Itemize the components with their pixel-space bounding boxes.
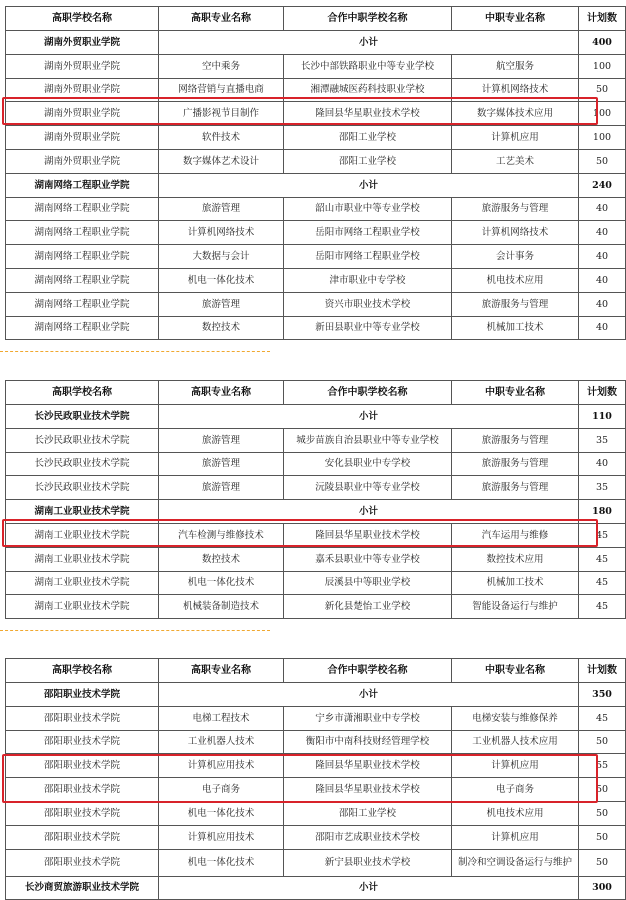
table-section-2 [5, 380, 617, 619]
table-row [6, 706, 626, 730]
partner-school-cell: 邵阳工业学校 [284, 149, 452, 173]
partner-school-cell: 邵阳市艺成职业技术学校 [284, 825, 452, 849]
column-header: 合作中职学校名称 [284, 381, 452, 405]
column-header: 中职专业名称 [452, 381, 579, 405]
table-header-row [6, 659, 626, 683]
major-name-cell: 汽车检测与维修技术 [159, 523, 284, 547]
subtotal-label-cell: 小计 [159, 31, 579, 55]
plan-count-cell: 110 [579, 405, 626, 429]
partner-school-cell: 沅陵县职业中等专业学校 [284, 476, 452, 500]
major-name-cell: 数控技术 [159, 547, 284, 571]
school-name-cell: 湖南工业职业技术学院 [6, 523, 159, 547]
partner-school-cell: 城步苗族自治县职业中等专业学校 [284, 428, 452, 452]
table-row [6, 245, 626, 269]
school-name-cell: 邵阳职业技术学院 [6, 683, 159, 707]
partner-major-cell: 旅游服务与管理 [452, 452, 579, 476]
plan-count-cell: 180 [579, 500, 626, 524]
partner-major-cell: 机电技术应用 [452, 801, 579, 825]
school-name-cell: 湖南工业职业技术学院 [6, 571, 159, 595]
plan-count-cell: 350 [579, 683, 626, 707]
table-row [6, 452, 626, 476]
plan-count-cell: 45 [579, 595, 626, 619]
plan-count-cell: 50 [579, 801, 626, 825]
plan-count-cell: 45 [579, 571, 626, 595]
plan-count-cell: 40 [579, 197, 626, 221]
school-name-cell: 邵阳职业技术学院 [6, 730, 159, 754]
plan-count-cell: 55 [579, 754, 626, 778]
partner-major-cell: 机械加工技术 [452, 316, 579, 340]
column-header: 合作中职学校名称 [284, 659, 452, 683]
subtotal-label-cell: 小计 [159, 405, 579, 429]
table-row [6, 316, 626, 340]
column-header: 高职专业名称 [159, 381, 284, 405]
column-header: 中职专业名称 [452, 7, 579, 31]
school-name-cell: 长沙民政职业技术学院 [6, 405, 159, 429]
partner-school-cell: 安化县职业中专学校 [284, 452, 452, 476]
table-row [6, 221, 626, 245]
table-row [6, 102, 626, 126]
major-name-cell: 空中乘务 [159, 54, 284, 78]
subtotal-label-cell: 小计 [159, 683, 579, 707]
partner-major-cell: 制冷和空调设备运行与维护 [452, 849, 579, 876]
partner-school-cell: 新化县楚怡工业学校 [284, 595, 452, 619]
major-name-cell: 旅游管理 [159, 292, 284, 316]
table-row [6, 292, 626, 316]
column-header: 计划数 [579, 7, 626, 31]
table-row [6, 849, 626, 876]
partner-school-cell: 新宁县职业技术学校 [284, 849, 452, 876]
table-header-row [6, 381, 626, 405]
column-header: 高职学校名称 [6, 7, 159, 31]
subtotal-row [6, 500, 626, 524]
major-name-cell: 计算机应用技术 [159, 825, 284, 849]
partner-school-cell: 隆回县华星职业技术学校 [284, 778, 452, 802]
column-header: 高职学校名称 [6, 659, 159, 683]
column-header: 高职专业名称 [159, 7, 284, 31]
partner-major-cell: 旅游服务与管理 [452, 476, 579, 500]
partner-major-cell: 计算机应用 [452, 754, 579, 778]
plan-count-cell: 50 [579, 825, 626, 849]
school-name-cell: 邵阳职业技术学院 [6, 706, 159, 730]
table-row [6, 825, 626, 849]
school-name-cell: 湖南网络工程职业学院 [6, 292, 159, 316]
column-header: 计划数 [579, 659, 626, 683]
table-row [6, 547, 626, 571]
plan-count-cell: 50 [579, 849, 626, 876]
partner-major-cell: 计算机应用 [452, 126, 579, 150]
plan-table-3 [5, 658, 626, 900]
subtotal-label-cell: 小计 [159, 876, 579, 900]
table-row [6, 197, 626, 221]
partner-school-cell: 韶山市职业中等专业学校 [284, 197, 452, 221]
partner-major-cell: 汽车运用与维修 [452, 523, 579, 547]
partner-major-cell: 机械加工技术 [452, 571, 579, 595]
school-name-cell: 湖南网络工程职业学院 [6, 268, 159, 292]
school-name-cell: 邵阳职业技术学院 [6, 849, 159, 876]
partner-major-cell: 机电技术应用 [452, 268, 579, 292]
subtotal-row [6, 683, 626, 707]
plan-count-cell: 40 [579, 221, 626, 245]
partner-school-cell: 嘉禾县职业中等专业学校 [284, 547, 452, 571]
plan-count-cell: 45 [579, 706, 626, 730]
partner-school-cell: 岳阳市网络工程职业学校 [284, 245, 452, 269]
column-header: 中职专业名称 [452, 659, 579, 683]
school-name-cell: 湖南网络工程职业学院 [6, 316, 159, 340]
major-name-cell: 数字媒体艺术设计 [159, 149, 284, 173]
school-name-cell: 湖南外贸职业学院 [6, 102, 159, 126]
subtotal-row [6, 173, 626, 197]
partner-school-cell: 邵阳工业学校 [284, 801, 452, 825]
partner-major-cell: 工艺美术 [452, 149, 579, 173]
table-row [6, 523, 626, 547]
plan-table-1 [5, 6, 626, 340]
school-name-cell: 湖南外贸职业学院 [6, 31, 159, 55]
plan-count-cell: 100 [579, 102, 626, 126]
major-name-cell: 网络营销与直播电商 [159, 78, 284, 102]
school-name-cell: 湖南工业职业技术学院 [6, 500, 159, 524]
table-row [6, 54, 626, 78]
partner-school-cell: 新田县职业中等专业学校 [284, 316, 452, 340]
school-name-cell: 长沙民政职业技术学院 [6, 452, 159, 476]
table-row [6, 571, 626, 595]
partner-school-cell: 隆回县华星职业技术学校 [284, 754, 452, 778]
table-row [6, 730, 626, 754]
partner-major-cell: 计算机网络技术 [452, 78, 579, 102]
plan-table-2 [5, 380, 626, 619]
school-name-cell: 长沙商贸旅游职业技术学院 [6, 876, 159, 900]
partner-school-cell: 衡阳市中南科技财经管理学校 [284, 730, 452, 754]
subtotal-label-cell: 小计 [159, 173, 579, 197]
table-row [6, 476, 626, 500]
major-name-cell: 旅游管理 [159, 197, 284, 221]
partner-school-cell: 隆回县华星职业技术学校 [284, 102, 452, 126]
partner-major-cell: 智能设备运行与维护 [452, 595, 579, 619]
partner-school-cell: 辰溪县中等职业学校 [284, 571, 452, 595]
plan-count-cell: 300 [579, 876, 626, 900]
school-name-cell: 湖南外贸职业学院 [6, 54, 159, 78]
subtotal-row [6, 876, 626, 900]
partner-major-cell: 工业机器人技术应用 [452, 730, 579, 754]
table-row [6, 778, 626, 802]
major-name-cell: 电子商务 [159, 778, 284, 802]
table-row [6, 801, 626, 825]
table-row [6, 754, 626, 778]
plan-count-cell: 40 [579, 316, 626, 340]
partner-school-cell: 邵阳工业学校 [284, 126, 452, 150]
table-section-1 [5, 6, 617, 340]
school-name-cell: 邵阳职业技术学院 [6, 778, 159, 802]
major-name-cell: 旅游管理 [159, 476, 284, 500]
table-row [6, 268, 626, 292]
plan-count-cell: 50 [579, 149, 626, 173]
partner-major-cell: 数字媒体技术应用 [452, 102, 579, 126]
subtotal-label-cell: 小计 [159, 500, 579, 524]
table-row [6, 78, 626, 102]
plan-count-cell: 40 [579, 452, 626, 476]
partner-major-cell: 旅游服务与管理 [452, 197, 579, 221]
table-header-row [6, 7, 626, 31]
partner-school-cell: 津市职业中专学校 [284, 268, 452, 292]
partner-school-cell: 资兴市职业技术学校 [284, 292, 452, 316]
school-name-cell: 邵阳职业技术学院 [6, 801, 159, 825]
school-name-cell: 邵阳职业技术学院 [6, 825, 159, 849]
major-name-cell: 机械装备制造技术 [159, 595, 284, 619]
major-name-cell: 大数据与会计 [159, 245, 284, 269]
school-name-cell: 湖南外贸职业学院 [6, 78, 159, 102]
plan-count-cell: 45 [579, 547, 626, 571]
plan-count-cell: 40 [579, 245, 626, 269]
school-name-cell: 湖南网络工程职业学院 [6, 197, 159, 221]
partner-major-cell: 航空服务 [452, 54, 579, 78]
column-header: 合作中职学校名称 [284, 7, 452, 31]
major-name-cell: 旅游管理 [159, 428, 284, 452]
table-row [6, 595, 626, 619]
subtotal-row [6, 31, 626, 55]
column-header: 高职专业名称 [159, 659, 284, 683]
major-name-cell: 旅游管理 [159, 452, 284, 476]
plan-count-cell: 40 [579, 268, 626, 292]
partner-major-cell: 旅游服务与管理 [452, 292, 579, 316]
partner-school-cell: 岳阳市网络工程职业学校 [284, 221, 452, 245]
plan-count-cell: 50 [579, 778, 626, 802]
major-name-cell: 计算机应用技术 [159, 754, 284, 778]
school-name-cell: 邵阳职业技术学院 [6, 754, 159, 778]
partner-major-cell: 计算机应用 [452, 825, 579, 849]
partner-major-cell: 旅游服务与管理 [452, 428, 579, 452]
major-name-cell: 计算机网络技术 [159, 221, 284, 245]
school-name-cell: 湖南工业职业技术学院 [6, 547, 159, 571]
section-divider [0, 351, 270, 352]
partner-major-cell: 数控技术应用 [452, 547, 579, 571]
plan-count-cell: 100 [579, 126, 626, 150]
column-header: 高职学校名称 [6, 381, 159, 405]
plan-count-cell: 45 [579, 523, 626, 547]
major-name-cell: 软件技术 [159, 126, 284, 150]
plan-count-cell: 40 [579, 292, 626, 316]
table-row [6, 428, 626, 452]
major-name-cell: 机电一体化技术 [159, 849, 284, 876]
table-row [6, 126, 626, 150]
partner-school-cell: 湘潭融城医药科技职业学校 [284, 78, 452, 102]
plan-count-cell: 35 [579, 476, 626, 500]
partner-school-cell: 隆回县华星职业技术学校 [284, 523, 452, 547]
plan-count-cell: 400 [579, 31, 626, 55]
plan-count-cell: 50 [579, 730, 626, 754]
plan-count-cell: 100 [579, 54, 626, 78]
plan-count-cell: 240 [579, 173, 626, 197]
school-name-cell: 湖南工业职业技术学院 [6, 595, 159, 619]
plan-count-cell: 50 [579, 78, 626, 102]
partner-school-cell: 长沙中部铁路职业中等专业学校 [284, 54, 452, 78]
major-name-cell: 工业机器人技术 [159, 730, 284, 754]
major-name-cell: 机电一体化技术 [159, 268, 284, 292]
school-name-cell: 湖南网络工程职业学院 [6, 173, 159, 197]
plan-count-cell: 35 [579, 428, 626, 452]
school-name-cell: 长沙民政职业技术学院 [6, 476, 159, 500]
partner-school-cell: 宁乡市潇湘职业中专学校 [284, 706, 452, 730]
partner-major-cell: 会计事务 [452, 245, 579, 269]
table-row [6, 149, 626, 173]
partner-major-cell: 计算机网络技术 [452, 221, 579, 245]
section-divider [0, 630, 270, 631]
major-name-cell: 广播影视节目制作 [159, 102, 284, 126]
school-name-cell: 长沙民政职业技术学院 [6, 428, 159, 452]
major-name-cell: 电梯工程技术 [159, 706, 284, 730]
partner-major-cell: 电子商务 [452, 778, 579, 802]
major-name-cell: 机电一体化技术 [159, 571, 284, 595]
major-name-cell: 数控技术 [159, 316, 284, 340]
partner-major-cell: 电梯安装与维修保养 [452, 706, 579, 730]
school-name-cell: 湖南外贸职业学院 [6, 149, 159, 173]
school-name-cell: 湖南外贸职业学院 [6, 126, 159, 150]
school-name-cell: 湖南网络工程职业学院 [6, 221, 159, 245]
major-name-cell: 机电一体化技术 [159, 801, 284, 825]
table-section-3 [5, 658, 617, 900]
subtotal-row [6, 405, 626, 429]
school-name-cell: 湖南网络工程职业学院 [6, 245, 159, 269]
column-header: 计划数 [579, 381, 626, 405]
